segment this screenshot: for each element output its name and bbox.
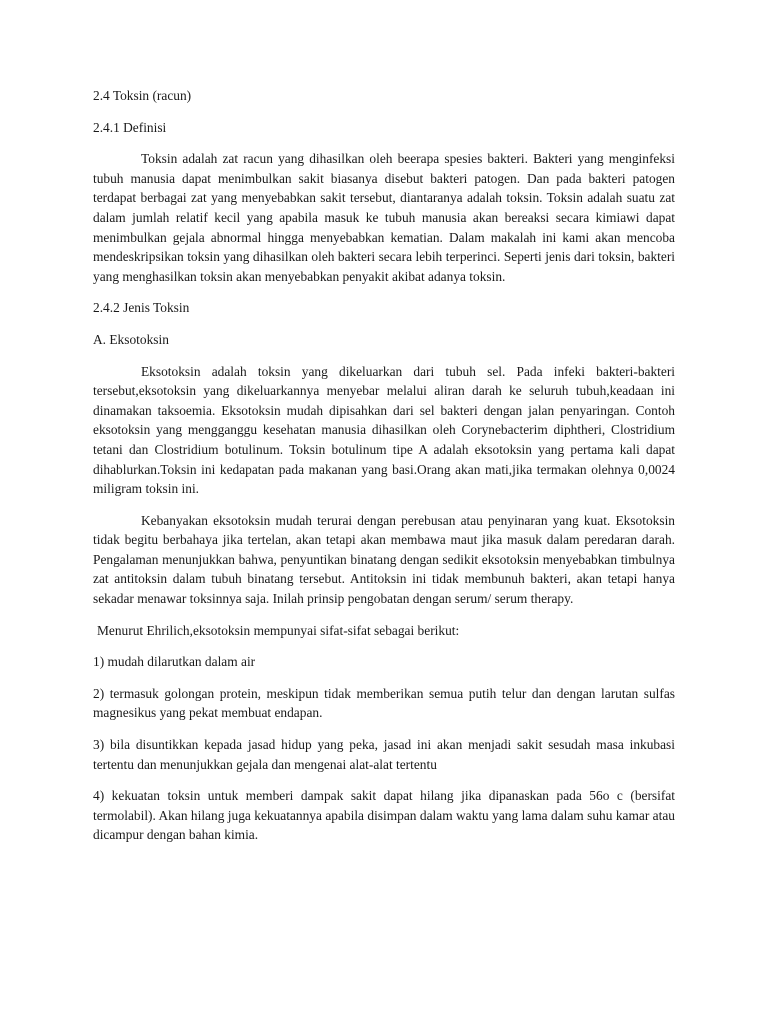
section-heading-2-4-2: 2.4.2 Jenis Toksin <box>93 300 190 316</box>
eksotoksin-paragraph-1: Eksotoksin adalah toksin yang dikeluarkan dari tubuh sel. Pada infeki bakteri-bakteri tersebut,eksotoksin yang dikeluarkannya menyebar melalui aliran darah ke seluruh tubuh,keadaan ini dinamakan taksoemia. Eksotoksin mudah dipisahkan dari sel bakteri dengan jalan penyaringan. Contoh eksotoksin yang mengganggu kesehatan manusia dihasilkan oleh Corynebacterim diphtheri, Clostridium tetani dan Clostridium botulinum. Toksin botulinum tipe A adalah eksotoksin yang pertama kali dapat dihablurkan.Toksin ini kedapatan pada makanan yang basi.Orang akan mati,jika termakan olehnya 0,0024 miligram toksin ini. <box>93 363 675 497</box>
sifat-item-4: 4) kekuatan toksin untuk memberi dampak sakit dapat hilang jika dipanaskan pada 56o c (bersifat termolabil). Akan hilang juga kekuatannya apabila disimpan dalam waktu yang lama dalam suhu kamar atau dicampur dengan bahan kimia. <box>93 788 675 843</box>
ehrilich-intro: Menurut Ehrilich,eksotoksin mempunyai sifat-sifat sebagai berikut: <box>97 622 460 638</box>
section-heading-2-4-1: 2.4.1 Definisi <box>93 119 167 135</box>
sifat-item-2: 2) termasuk golongan protein, meskipun tidak memberikan semua putih telur dan dengan larutan sulfas magnesikus yang pekat membuat endapan. <box>93 685 675 721</box>
document-page <box>93 86 675 857</box>
section-heading-a: A. Eksotoksin <box>93 331 169 347</box>
section-heading-2-4: 2.4 Toksin (racun) <box>93 88 192 103</box>
sifat-item-3: 3) bila disuntikkan kepada jasad hidup yang peka, jasad ini akan menjadi sakit sesudah masa inkubasi tertentu dan menunjukkan gejala dan mengenai alat-alat tertentu <box>93 737 675 772</box>
eksotoksin-paragraph-2: Kebanyakan eksotoksin mudah terurai dengan perebusan atau penyinaran yang kuat. Eksotoksin tidak begitu berbahaya jika tertelan, akan tetapi akan membawa maut jika masuk dalam peredaran darah. Pengalaman menunjukkan bahwa, penyuntikan binatang dengan sedikit eksotoksin menyebabkan timbulnya zat antitoksin dalam tubuh binatang tersebut. Antitoksin ini tidak membunuh bakteri, akan tetapi hanya sekadar menawar toksinnya saja. Inilah prinsip pengobatan dengan serum/ serum therapy. <box>93 512 675 607</box>
definisi-paragraph: Toksin adalah zat racun yang dihasilkan oleh beerapa spesies bakteri. Bakteri yang menginfeksi tubuh manusia dapat menimbulkan sakit biasanya disebut bakteri patogen. Dan pada bakteri patogen terdapat berbagai zat yang menyebabkan sakit tersebut, diantaranya adalah toksin. Toksin adalah suatu zat dalam jumlah relatif kecil yang apabila masuk ke tubuh manusia akan bereaksi secara kimiawi dapat menimbulkan gejala abnormal hingga menyebabkan kematian. Dalam makalah ini kami akan mencoba mendeskripsikan toksin yang dihasilkan oleh bakteri secara lebih terperinci. Seperti jenis dari toksin, bakteri yang menghasilkan toksin akan menyebabkan penyakit akibat adanya toksin. <box>93 151 675 284</box>
sifat-item-1: 1) mudah dilarutkan dalam air <box>93 654 256 670</box>
